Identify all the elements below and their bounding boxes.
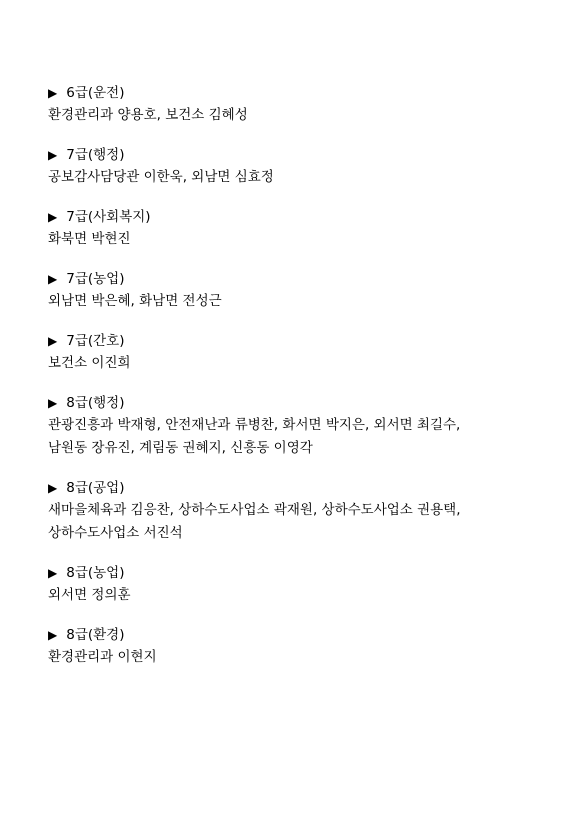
section-line: 환경관리과 이현지 — [48, 649, 157, 665]
triangle-marker-icon: ▶ — [48, 272, 58, 286]
section-heading-text: 8급(환경) — [66, 627, 125, 643]
section-heading-text: 6급(운전) — [66, 85, 125, 101]
section-heading-text: 8급(행정) — [66, 395, 125, 411]
section-grade7-agriculture — [48, 268, 548, 313]
section-line: 남원동 장유진, 계림동 권혜지, 신흥동 이영각 — [48, 440, 313, 456]
section-line: 외남면 박은혜, 화남면 전성근 — [48, 293, 222, 309]
section-heading-text: 7급(행정) — [66, 147, 125, 163]
section-heading-text: 7급(사회복지) — [66, 209, 151, 225]
section-line: 새마을체육과 김응찬, 상하수도사업소 곽재원, 상하수도사업소 권용택, — [48, 502, 461, 518]
triangle-marker-icon: ▶ — [48, 566, 58, 580]
triangle-marker-icon: ▶ — [48, 481, 58, 495]
document-body — [48, 82, 548, 686]
triangle-marker-icon: ▶ — [48, 396, 58, 410]
triangle-marker-icon: ▶ — [48, 148, 58, 162]
section-grade8-environment — [48, 624, 548, 669]
section-grade7-social-welfare — [48, 206, 548, 251]
section-grade8-agriculture — [48, 562, 548, 607]
section-heading — [48, 206, 548, 228]
section-heading — [48, 268, 548, 290]
triangle-marker-icon: ▶ — [48, 334, 58, 348]
section-heading-text: 7급(간호) — [66, 333, 125, 349]
triangle-marker-icon: ▶ — [48, 86, 58, 100]
section-line: 보건소 이진희 — [48, 355, 131, 371]
section-grade7-nursing — [48, 330, 548, 375]
section-heading-text: 8급(농업) — [66, 565, 125, 581]
section-heading — [48, 477, 548, 499]
section-heading — [48, 624, 548, 646]
section-line: 공보감사담당관 이한욱, 외남면 심효정 — [48, 169, 274, 185]
section-heading — [48, 82, 548, 104]
section-heading — [48, 330, 548, 352]
section-heading — [48, 562, 548, 584]
section-line: 화북면 박현진 — [48, 231, 131, 247]
section-heading — [48, 144, 548, 166]
section-grade8-engineering — [48, 477, 548, 545]
section-grade7-admin — [48, 144, 548, 189]
section-heading-text: 8급(공업) — [66, 480, 125, 496]
section-grade8-admin — [48, 392, 548, 460]
section-line: 외서면 정의훈 — [48, 587, 131, 603]
triangle-marker-icon: ▶ — [48, 628, 58, 642]
section-heading-text: 7급(농업) — [66, 271, 125, 287]
section-heading — [48, 392, 548, 414]
triangle-marker-icon: ▶ — [48, 210, 58, 224]
section-line: 관광진흥과 박재형, 안전재난과 류병찬, 화서면 박지은, 외서면 최길수, — [48, 417, 461, 433]
section-grade6-driving — [48, 82, 548, 127]
section-line: 환경관리과 양용호, 보건소 김혜성 — [48, 107, 248, 123]
section-line: 상하수도사업소 서진석 — [48, 525, 183, 541]
